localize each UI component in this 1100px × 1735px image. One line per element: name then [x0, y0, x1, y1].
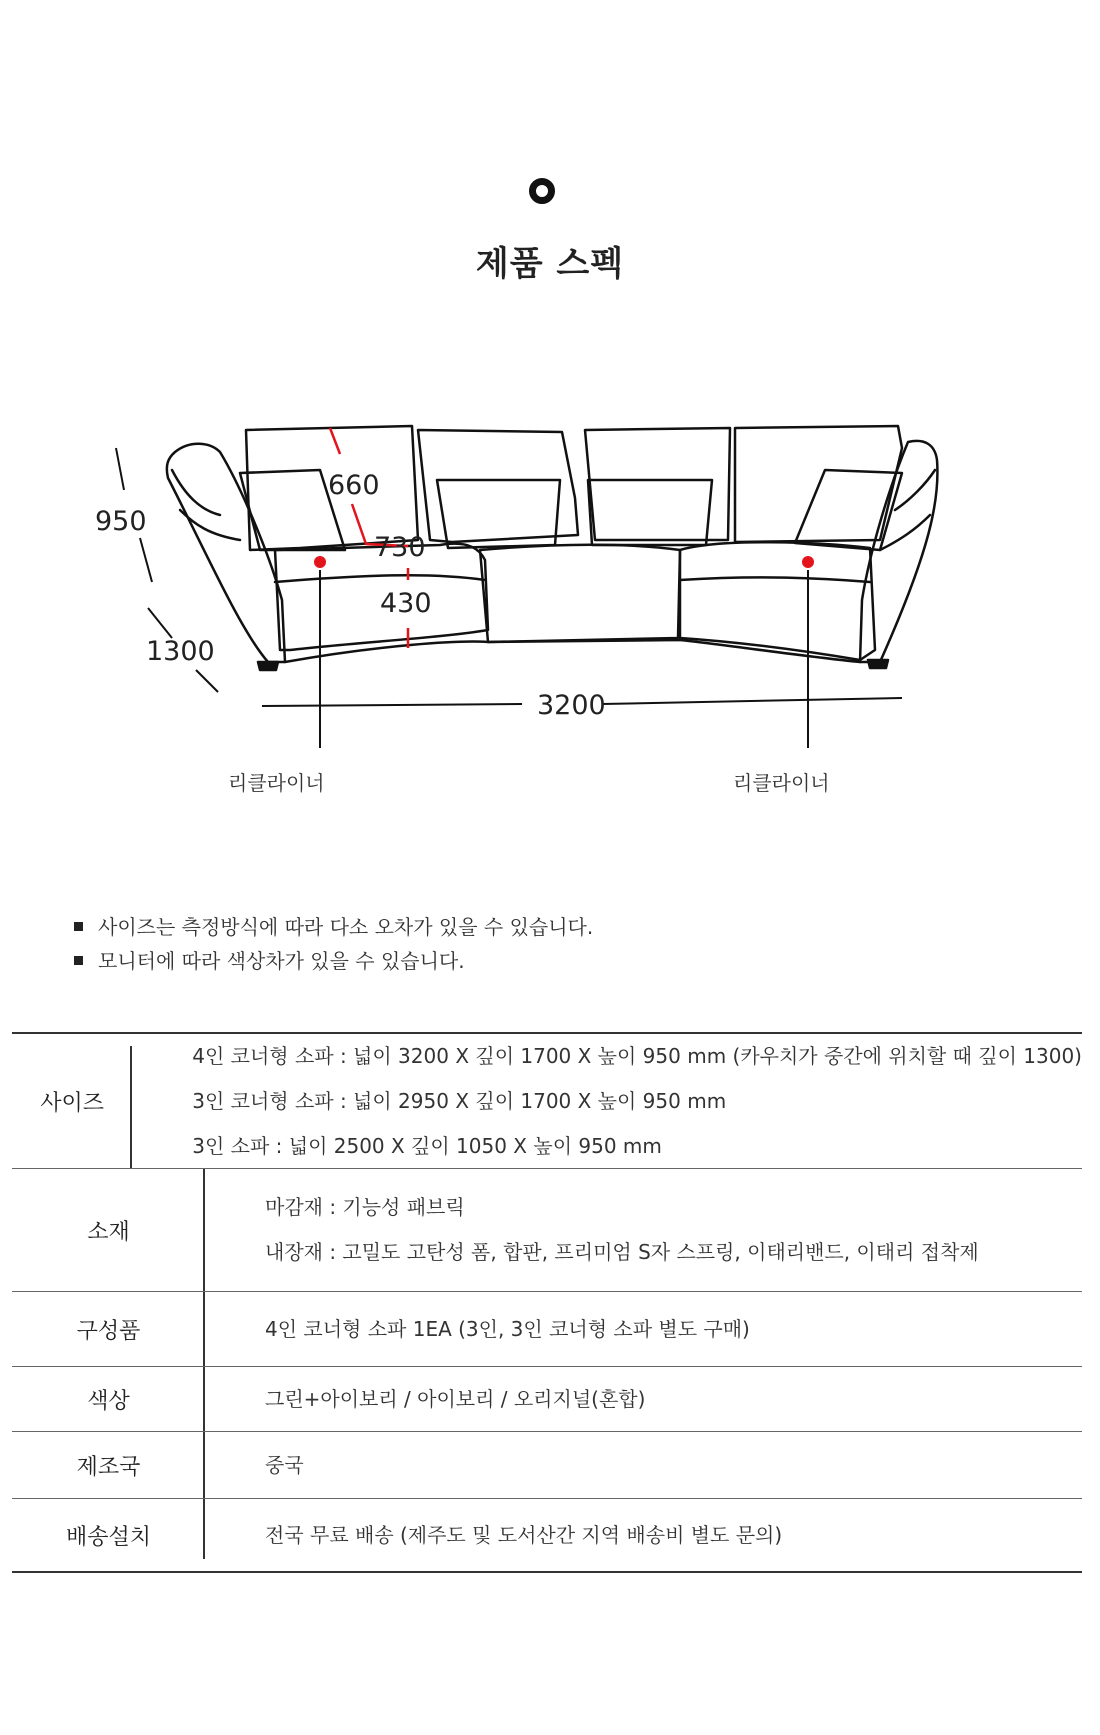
- note-item: [72, 910, 593, 944]
- note-text: 사이즈는 측정방식에 따라 다소 오차가 있을 수 있습니다.: [98, 915, 594, 939]
- dim-width: 3200: [537, 690, 606, 721]
- spec-line: 4인 코너형 소파 : 넓이 3200 X 깊이 1700 X 높이 950 mm (카우치가 중간에 위치할 때 깊이 1300): [192, 1043, 1082, 1068]
- seat-middle: [480, 545, 680, 642]
- spec-line: 전국 무료 배송 (제주도 및 도서산간 지역 배송비 별도 문의): [265, 1522, 783, 1547]
- notes-list: [72, 910, 593, 978]
- spec-line: 마감재 : 기능성 패브릭: [265, 1195, 465, 1219]
- section-ring-icon: [529, 178, 555, 204]
- recliner-dot-left: [314, 556, 326, 568]
- spec-table: [12, 1032, 1082, 1573]
- spec-line: 중국: [265, 1452, 304, 1477]
- recliner-dot-right: [802, 556, 814, 568]
- label-recliner-left: 리클라이너: [228, 771, 325, 795]
- spec-value: [205, 1367, 1082, 1431]
- spec-line: 3인 코너형 소파 : 넓이 2950 X 깊이 1700 X 높이 950 mm: [192, 1088, 727, 1113]
- spec-label: 색상: [12, 1367, 205, 1431]
- spec-line: 그린+아이보리 / 아이보리 / 오리지널(혼합): [265, 1386, 646, 1411]
- spec-label: 구성품: [12, 1292, 205, 1366]
- spec-value: [205, 1432, 1082, 1498]
- dimension-lines: [116, 448, 902, 748]
- spec-row-color: [12, 1367, 1082, 1432]
- spec-row-material: [12, 1169, 1082, 1292]
- spec-value: [205, 1169, 1082, 1291]
- bullet-square-icon: [74, 956, 83, 965]
- spec-row-delivery: [12, 1499, 1082, 1571]
- spec-line: 내장재 : 고밀도 고탄성 폼, 합판, 프리미엄 S자 스프링, 이태리밴드, 이태리 접착제: [265, 1240, 979, 1264]
- spec-value: [132, 1034, 1082, 1168]
- left-foot: [258, 662, 278, 670]
- spec-value: [205, 1292, 1082, 1366]
- note-text: 모니터에 따라 색상차가 있을 수 있습니다.: [98, 949, 465, 973]
- spec-row-origin: [12, 1432, 1082, 1499]
- spec-value: [205, 1499, 1082, 1571]
- spec-label: 사이즈: [12, 1034, 132, 1168]
- right-foot: [868, 660, 888, 668]
- spec-label: 제조국: [12, 1432, 205, 1498]
- spec-line: 4인 코너형 소파 1EA (3인, 3인 코너형 소파 별도 구매): [265, 1316, 750, 1341]
- spec-row-components: [12, 1292, 1082, 1367]
- dim-height: 950: [95, 506, 147, 537]
- dim-seat-height: 430: [380, 588, 432, 619]
- label-recliner-right: 리클라이너: [733, 771, 830, 795]
- spec-label: 배송설치: [12, 1499, 205, 1571]
- note-item: [72, 944, 593, 978]
- spec-line: 3인 소파 : 넓이 2500 X 깊이 1050 X 높이 950 mm: [192, 1133, 662, 1158]
- bullet-square-icon: [74, 922, 83, 931]
- pillow-3: [588, 480, 712, 545]
- dim-seat-depth: 730: [374, 532, 426, 563]
- left-arm: [167, 444, 285, 662]
- sofa-dimension-diagram: [0, 400, 1100, 820]
- spec-row-size: [12, 1034, 1082, 1169]
- dim-back: 660: [328, 470, 380, 501]
- page-title: 제품 스펙: [475, 244, 625, 284]
- dim-depth: 1300: [146, 636, 215, 667]
- spec-label: 소재: [12, 1169, 205, 1291]
- back-cushion-2: [418, 430, 578, 542]
